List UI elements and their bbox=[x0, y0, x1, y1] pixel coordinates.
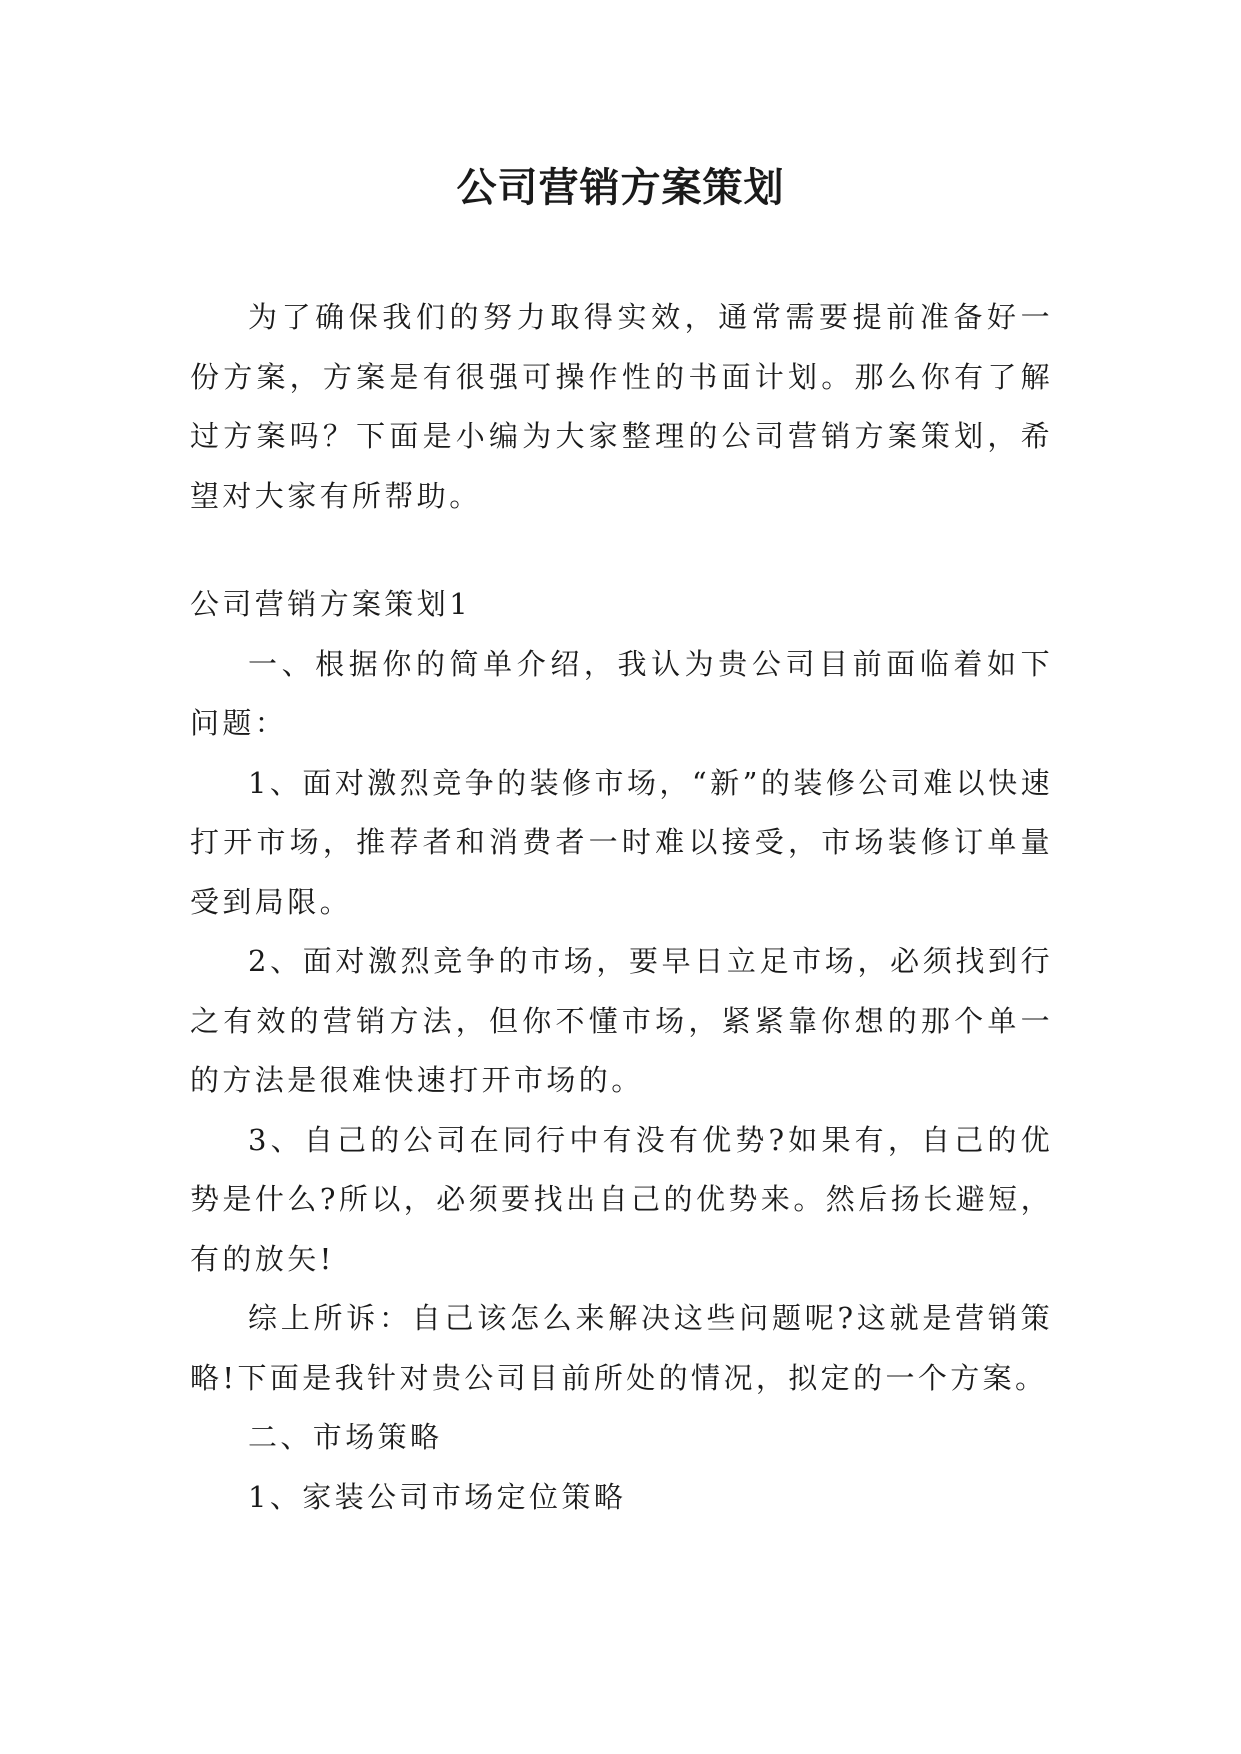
summary-paragraph: 综上所诉：自己该怎么来解决这些问题呢?这就是营销策略!下面是我针对贵公司目前所处的情况，拟定的一个方案。 bbox=[190, 1301, 1053, 1395]
document-title: 公司营销方案策划 bbox=[456, 164, 785, 211]
plan-section bbox=[190, 575, 1053, 1527]
intro-paragraph: 为了确保我们的努力取得实效，通常需要提前准备好一份方案，方案是有很强可操作性的书面计划。那么你有了解过方案吗？下面是小编为大家整理的公司营销方案策划，希望对大家有所帮助。 bbox=[190, 300, 1053, 513]
problem-1-paragraph: 1、面对激烈竞争的装修市场，“新”的装修公司难以快速打开市场，推荐者和消费者一时难以接受，市场装修订单量受到局限。 bbox=[190, 765, 1053, 919]
problem-2-paragraph: 2、面对激烈竞争的市场，要早日立足市场，必须找到行之有效的营销方法，但你不懂市场，紧紧靠你想的那个单一的方法是很难快速打开市场的。 bbox=[190, 944, 1053, 1097]
intro-section bbox=[190, 288, 1053, 526]
section-heading: 公司营销方案策划1 bbox=[190, 587, 472, 621]
problem-intro-paragraph: 一、根据你的简单介绍，我认为贵公司目前面临着如下问题： bbox=[190, 646, 1053, 740]
positioning-strategy-heading: 1、家装公司市场定位策略 bbox=[248, 1479, 627, 1514]
market-strategy-heading: 二、市场策略 bbox=[248, 1420, 443, 1454]
problem-3-paragraph: 3、自己的公司在同行中有没有优势?如果有，自己的优势是什么?所以，必须要找出自己的优势来。然后扬长避短，有的放矢! bbox=[190, 1122, 1053, 1276]
